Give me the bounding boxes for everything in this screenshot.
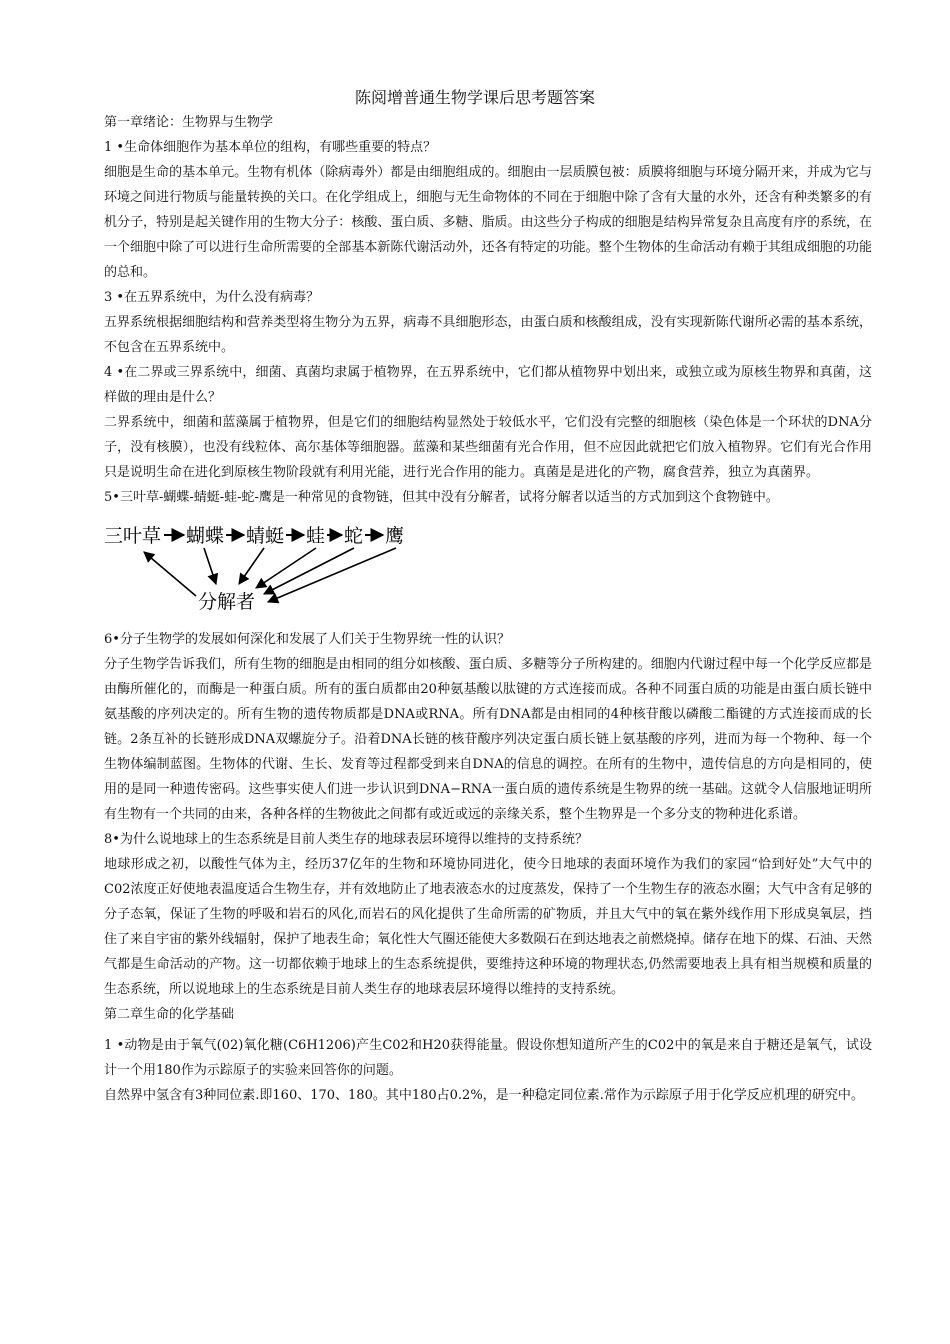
dragonfly-to-decomposer-arrow (239, 548, 264, 584)
answer-3: 五界系统根据细胞结构和营养类型将生物分为五界，病毒不具细胞形态，由蛋白质和核酸组成，没有实现新陈代谢所必需的基本系统，不包含在五界系统中。 (104, 315, 872, 355)
eagle-to-decomposer-arrow (268, 548, 396, 602)
document-body (104, 110, 872, 1108)
decomposer-to-clover-arrow (144, 552, 196, 596)
chapter-heading: 第二章生命的化学基础 (104, 1007, 235, 1022)
question-6: 6•分子生物学的发展如何深化和发展了人们关于生物界统一性的认识？ (104, 632, 510, 647)
food-chain-figure (104, 516, 424, 621)
answer-1: 细胞是生命的基本单元。生物有机体（除病毒外）都是由细胞组成的。细胞由一层质膜包被：质膜将细胞与环境分隔开来，并成为它与环境之间进行物质与能量转换的关口。在化学组成上，细胞与无生命物体的不同在于细胞中除了含有大量的水外，还含有种类繁多的有机分子，特别是起关键作用的生物大分子：核酸、蛋白质、多糖、脂质。由这些分子构成的细胞是结构异常复杂且高度有序的系统，在一个细胞中除了可以进行生命所需要的全部基本新陈代谢活动外，还各有特定的功能。整个生物体的生命活动有赖于其组成细胞的功能的总和。 (104, 165, 872, 280)
question-1: 1 •生命体细胞作为基本单位的组构，有哪些重要的特点？ (104, 140, 437, 155)
chain-organism-frog: 蛙 (306, 525, 326, 547)
question-4: 4 •在二界或三界系统中，细菌、真菌均隶属于植物界，在五界系统中，它们都从植物界中划出来，或独立或为原核生物界和真菌，这样做的理由是什么？ (104, 365, 872, 405)
chain-organism-eagle: 鹰 (385, 525, 405, 547)
butterfly-to-decomposer-arrow (204, 548, 216, 584)
answer-8: 地球形成之初，以酸性气体为主，经历37亿年的生物和环境协同进化，使今日地球的表面环境作为我们的家园“恰到好处”大气中的C02浓度正好使地表温度适合生物生存，并有效地防止了地表液态水的过度蒸发，保持了一个生物生存的液态水圈；大气中含有足够的分子态氧，保证了生物的呼吸和岩石的风化,而岩石的风化提供了生命所需的矿物质，并且大气中的氧在紫外线作用下形成臭氧层，挡住了来自宇宙的紫外线辐射，保护了地表生命；氧化性大气圈还能使大多数陨石在到达地表之前燃烧掉。储存在地下的煤、石油、天然气都是生命活动的产物。这一切都依赖于地球上的生态系统提供，要维持这种环境的物理状态,仍然需要地表上具有相当规模和质量的生态系统，所以说地球上的生态系统是目前人类生存的地球表层环境得以维持的支持系统。 (104, 857, 872, 997)
answer-2-1: 自然界中氢含有3种同位素.即160、170、180。其中180占0.2%，是一种稳定同位素.常作为示踪原子用于化学反应机理的研究中。 (104, 1088, 864, 1103)
question-3: 3 •在五界系统中，为什么没有病毒？ (104, 290, 320, 305)
chapter-heading: 第一章绪论：生物界与生物学 (104, 115, 274, 130)
question-8: 8•为什么说地球上的生态系统是目前人类生存的地球表层环境得以维持的支持系统？ (104, 832, 588, 847)
question-2-1: 1 •动物是由于氧气(02)氧化糖(C6H1206)产生C02和H20获得能量。假设你想知道所产生的C02中的氧是来自于糖还是氧气，试设计一个用180作为示踪原子的实验来回答你的问题。 (104, 1038, 872, 1078)
document-title: 陈阅增普通生物学课后思考题答案 (354, 88, 595, 107)
chain-organism-butterfly: 蝴蝶 (186, 525, 225, 547)
chain-organism-dragonfly: 蜻蜓 (246, 525, 285, 547)
question-5: 5•三叶草-蝴蝶-蜻蜓-蛙-蛇-鹰是一种常见的食物链，但其中没有分解者，试将分解者以适当的方式加到这个食物链中。 (104, 490, 779, 505)
answer-4: 二界系统中，细菌和蓝藻属于植物界，但是它们的细胞结构显然处于较低水平，它们没有完整的细胞核（染色体是一个环状的DNA分子，没有核膜），也没有线粒体、高尔基体等细胞器。蓝藻和某些细菌有光合作用，但不应因此就把它们放入植物界。它们有光合作用只是说明生命在进化到原核生物阶段就有利用光能，进行光合作用的能力。真菌是是进化的产物，腐食营养，独立为真菌界。 (104, 415, 872, 480)
answer-6: 分子生物学告诉我们，所有生物的细胞是由相同的组分如核酸、蛋白质、多糖等分子所构建的。细胞内代谢过程中每一个化学反应都是由酶所催化的，而酶是一种蛋白质。所有的蛋白质都由20种氨基酸以肽键的方式连接而成。各种不同蛋白质的功能是由蛋白质长链中氨基酸的序列决定的。所有生物的遗传物质都是DNA或RNA。所有DNA都是由相同的4种核苷酸以磷酸二酯键的方式连接而成的长链。2条互补的长链形成DNA双螺旋分子。沿着DNA长链的核苷酸序列决定蛋白质长链上氨基酸的序列，进而为每一个物种、每一个生物体编制蓝图。生物体的代谢、生长、发育等过程都受到来自DNA的信息的调控。在所有的生物中，遗传信息的方向是相同的，使用的是同一种遗传密码。这些事实使人们进一步认识到DNA−RNA一蛋白质的遗传系统是生物界的统一基础。这就令人信服地证明所有生物有一个共同的由来，各种各样的生物彼此之间都有或近或远的亲缘关系，整个生物界是一个多分支的物种进化系谱。 (104, 657, 872, 822)
chain-organism-snake: 蛇 (344, 525, 364, 547)
chain-organism-clover: 三叶草 (104, 525, 162, 547)
food-chain-diagram (104, 516, 872, 621)
decomposer-label: 分解者 (198, 591, 256, 613)
